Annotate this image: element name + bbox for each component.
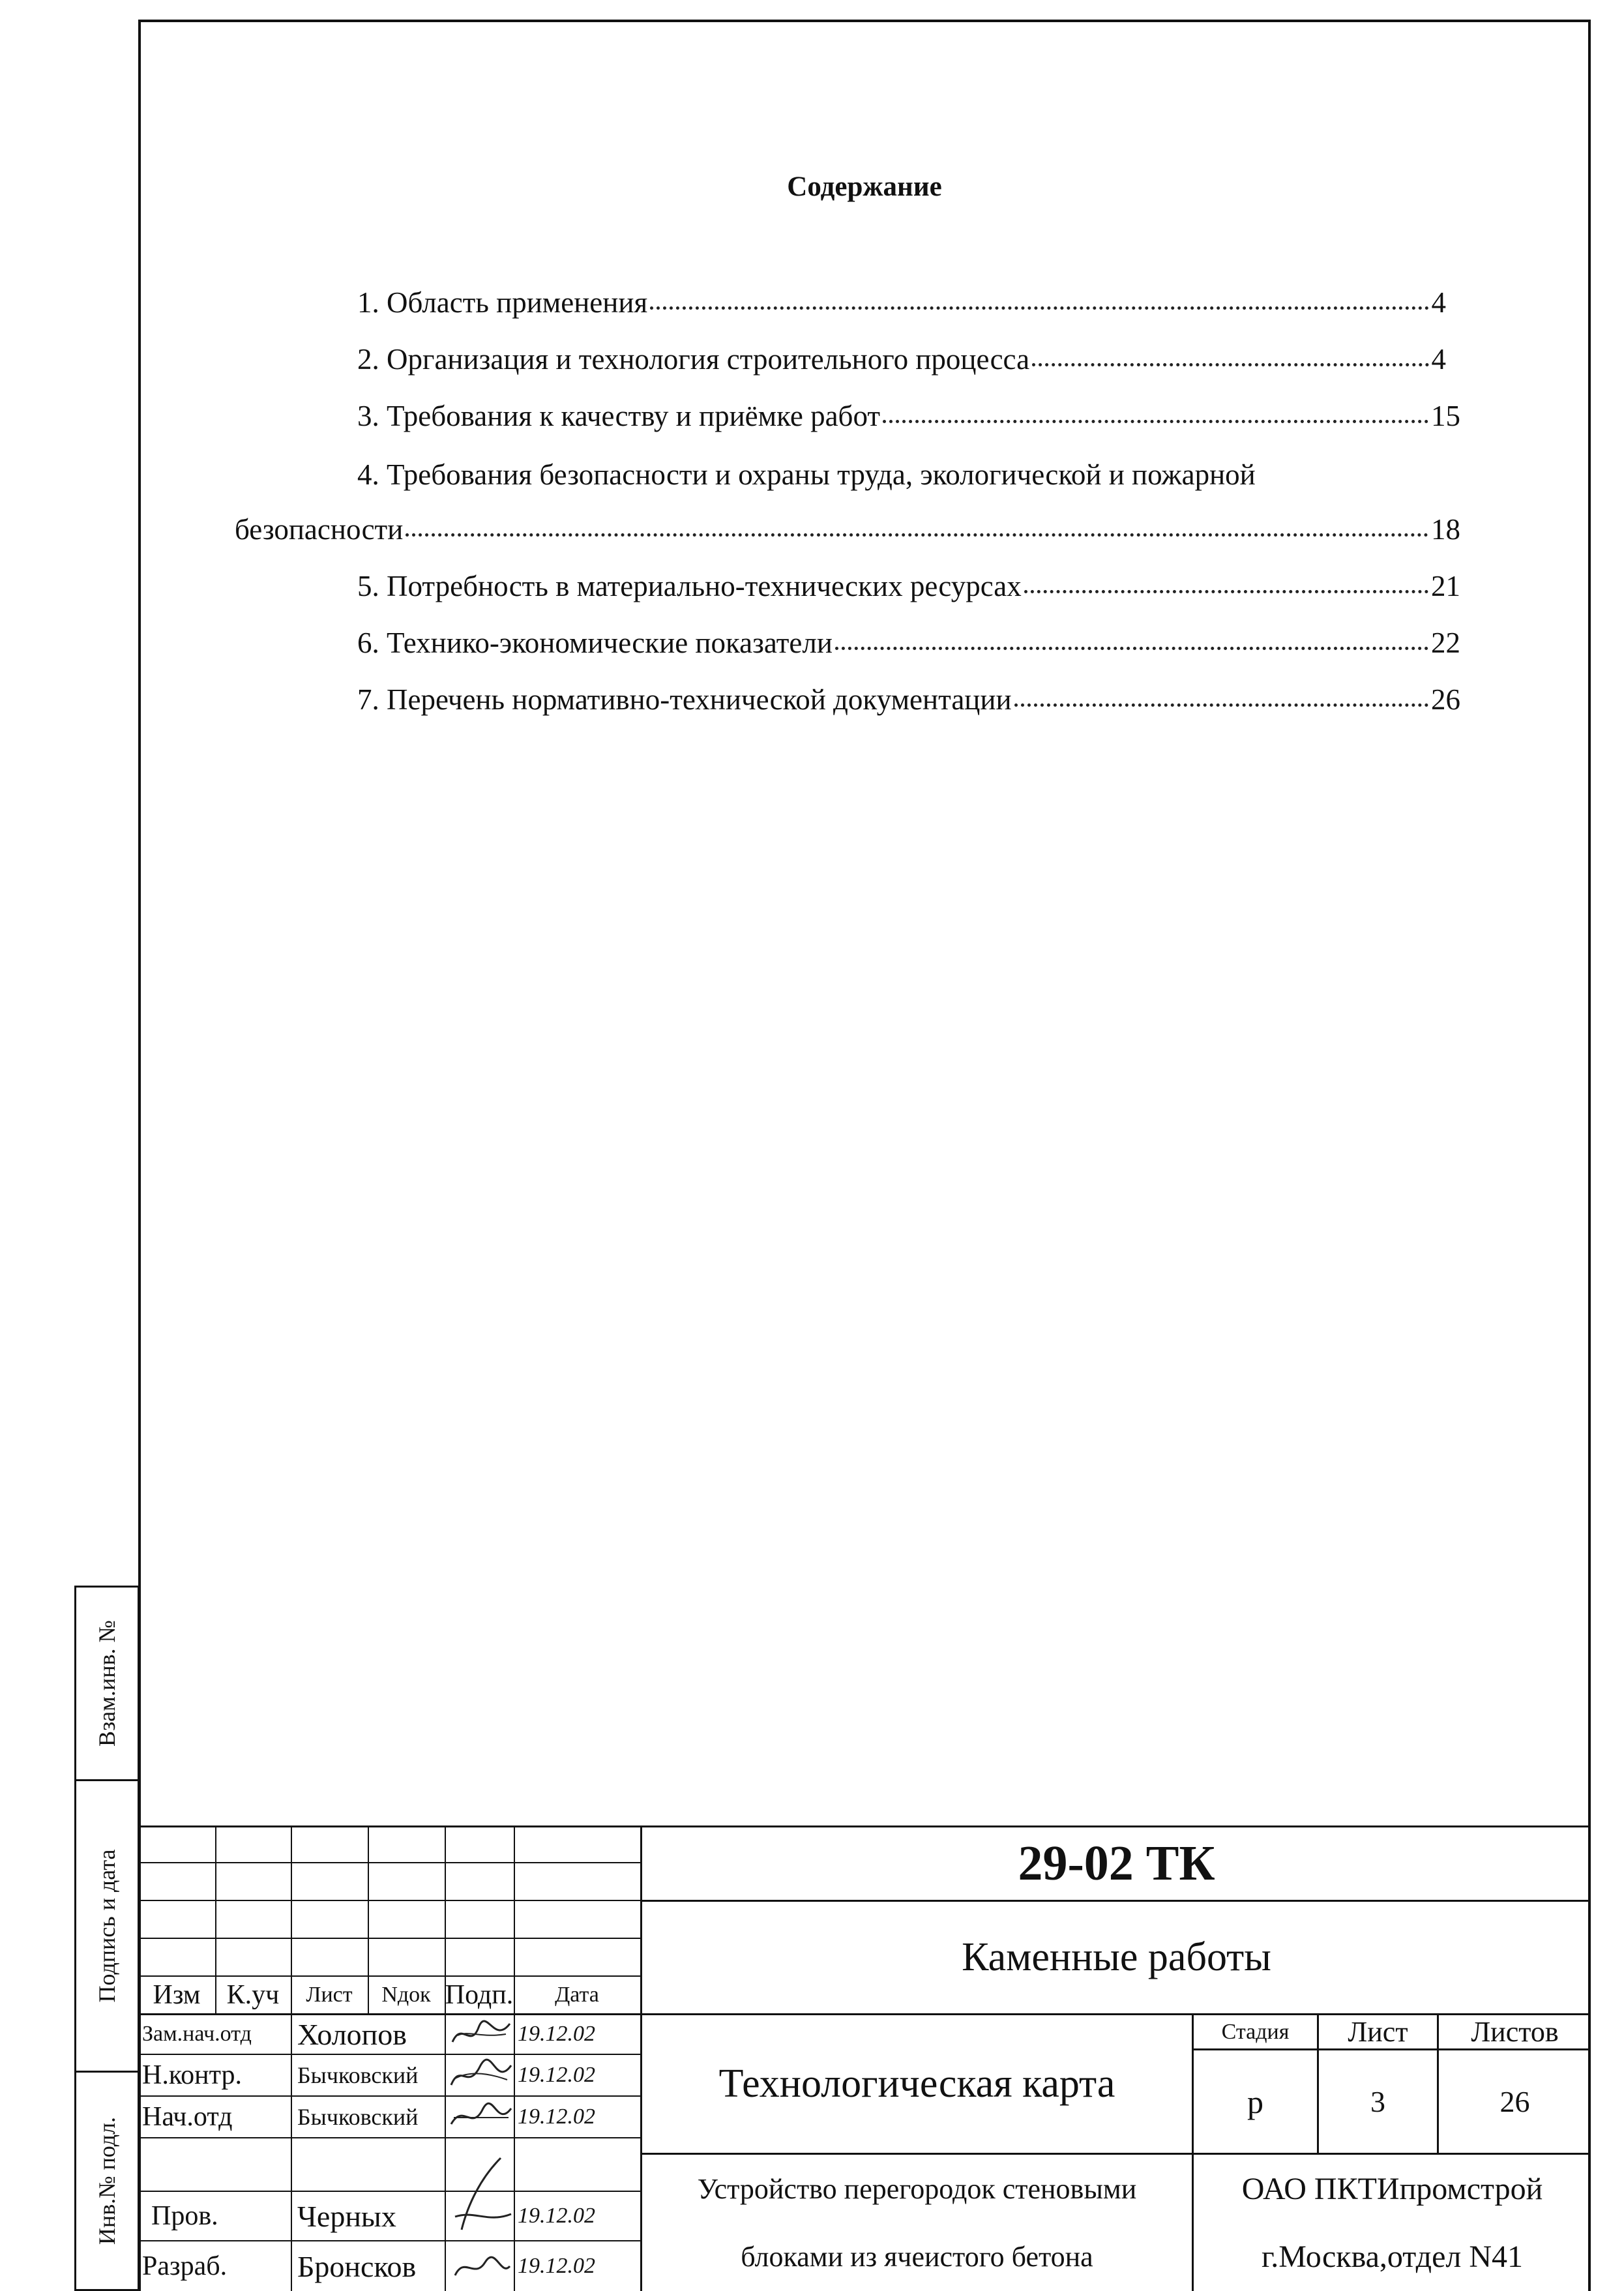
role-label: Н.контр. xyxy=(142,2060,242,2090)
strip-label: Подпись и дата xyxy=(94,1849,120,2003)
sheets-label: Листов xyxy=(1471,2016,1559,2048)
toc-item xyxy=(357,683,1460,720)
description-line-2: блоками из ячеистого бетона xyxy=(741,2241,1093,2273)
toc-item-page: 4 xyxy=(1431,286,1446,319)
signature-mark xyxy=(449,2016,514,2052)
document-code: 29-02 ТК xyxy=(1018,1836,1215,1891)
toc-item-page: 4 xyxy=(1431,343,1446,376)
role-label: Нач.отд xyxy=(142,2102,233,2132)
toc-leader xyxy=(650,287,1428,310)
signature-mark xyxy=(449,2243,514,2290)
role-label: Разраб. xyxy=(142,2251,228,2281)
toc-item-page: 15 xyxy=(1431,400,1460,432)
stage-label: Стадия xyxy=(1221,2019,1290,2044)
work-name: Каменные работы xyxy=(962,1935,1271,1979)
sign-date: 19.12.02 xyxy=(518,2204,595,2228)
header-kuch: К.уч xyxy=(226,1980,280,2010)
toc-item-text: 4. Требования безопасности и охраны труда, экологической и пожарной xyxy=(357,458,1256,491)
toc-item xyxy=(357,626,1460,664)
signature-mark xyxy=(449,2098,514,2136)
sign-date: 19.12.02 xyxy=(518,2254,595,2278)
person-name: Бронсков xyxy=(297,2249,417,2283)
toc-item-text: 3. Требования к качеству и приёмке работ xyxy=(357,400,881,432)
sheet-value: 3 xyxy=(1370,2085,1385,2118)
role-label: Пров. xyxy=(151,2201,218,2231)
description-line-1: Устройство перегородок стеновыми xyxy=(697,2172,1137,2205)
document-type: Технологическая карта xyxy=(718,2062,1115,2106)
signature-mark xyxy=(449,2151,514,2239)
toc-item-text: 1. Область применения xyxy=(357,286,648,319)
sign-date: 19.12.02 xyxy=(518,2105,595,2129)
header-podp: Подп. xyxy=(445,1980,514,2010)
toc-item-page: 18 xyxy=(1431,513,1460,546)
stage-value: р xyxy=(1247,2083,1263,2120)
strip-replacement-inventory xyxy=(74,1586,140,1781)
organization-line-2: г.Москва,отдел N41 xyxy=(1262,2239,1523,2274)
toc-item xyxy=(357,286,1446,323)
organization-line-1: ОАО ПКТИпромстрой xyxy=(1241,2171,1543,2206)
toc-item-page: 22 xyxy=(1431,627,1460,659)
person-name: Бычковский xyxy=(297,2104,419,2130)
toc-item-text: 7. Перечень нормативно-технической документации xyxy=(357,683,1012,716)
strip-label: Взам.инв. № xyxy=(94,1620,120,1747)
toc-item-text: 6. Технико-экономические показатели xyxy=(357,627,833,659)
strip-label: Инв.№ подл. xyxy=(94,2116,120,2245)
toc-item-text: 2. Организация и технология строительного процесса xyxy=(357,343,1030,376)
toc-leader xyxy=(1024,570,1428,593)
sheets-value: 26 xyxy=(1499,2085,1530,2118)
header-data: Дата xyxy=(555,1983,599,2007)
title-block xyxy=(138,1825,1591,2291)
person-name: Бычковский xyxy=(297,2062,419,2088)
toc-item-page: 26 xyxy=(1431,683,1460,716)
toc-item-continuation: безопасности xyxy=(235,513,404,546)
toc-item-text: 5. Потребность в материально-технических ресурсах xyxy=(357,570,1022,602)
header-list: Лист xyxy=(306,1983,353,2007)
toc-leader xyxy=(883,400,1428,423)
toc-item xyxy=(357,342,1446,380)
sign-date: 19.12.02 xyxy=(518,2022,595,2046)
toc-item xyxy=(235,512,1460,550)
toc-title: Содержание xyxy=(787,171,942,202)
strip-signature-date xyxy=(74,1779,140,2073)
toc-leader xyxy=(835,627,1428,650)
sheet-label: Лист xyxy=(1348,2016,1408,2048)
toc-item xyxy=(357,399,1460,437)
person-name: Черных xyxy=(297,2199,396,2233)
toc-leader xyxy=(406,514,1428,537)
header-ndok: Nдок xyxy=(381,1983,431,2007)
person-name: Холопов xyxy=(297,2017,407,2051)
strip-original-inventory xyxy=(74,2071,140,2291)
role-label: Зам.нач.отд xyxy=(142,2022,252,2046)
header-izm: Изм xyxy=(153,1980,201,2010)
sign-date: 19.12.02 xyxy=(518,2063,595,2087)
toc-leader xyxy=(1014,684,1428,707)
toc-item xyxy=(357,569,1460,607)
toc-item-page: 21 xyxy=(1431,570,1460,602)
signature-mark xyxy=(449,2056,514,2094)
toc-leader xyxy=(1032,344,1428,366)
